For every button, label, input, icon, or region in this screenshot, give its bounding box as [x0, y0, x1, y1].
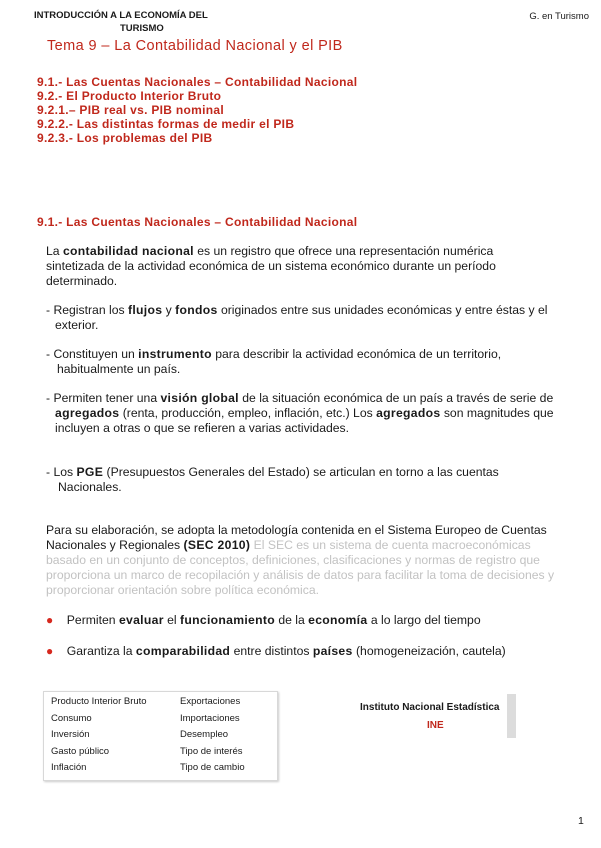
aggregate-item: Inversión: [51, 729, 90, 740]
aggregate-item: Tipo de cambio: [180, 762, 245, 773]
bullet-item-evaluar: ● Permiten evaluar el funcionamiento de la economía a lo largo del tiempo: [46, 613, 481, 627]
intro-paragraph: La contabilidad nacional es un registro que ofrece una representación numérica sintetizada de la actividad económica de un sistema económico durante un período determinado.: [46, 244, 496, 288]
page-title: Tema 9 – La Contabilidad Nacional y el PIB: [47, 38, 343, 54]
course-title-line2: TURISMO: [120, 23, 164, 34]
aggregate-item: Exportaciones: [180, 696, 241, 707]
ine-logo: [358, 697, 518, 742]
aggregate-item: Inflación: [51, 762, 87, 773]
page-number: 1: [578, 815, 584, 827]
aggregate-item: Gasto público: [51, 745, 110, 757]
course-title-line1: INTRODUCCIÓN A LA ECONOMÍA DEL: [34, 10, 208, 21]
section-heading: 9.1.- Las Cuentas Nacionales – Contabilidad Nacional: [37, 215, 358, 229]
sec-faded-text: El SEC es un sistema de cuenta macroeconómicas basado en un conjunto de conceptos, definiciones, clasificaciones y normas de registro que proporciona un marco de recopilación y análisis de datos para facilitar la toma de decisiones y proporcionar orientación sobre política económica.: [46, 538, 555, 597]
dash-item-flujos: - Registran los flujos y fondos originados entre sus unidades económicas y entre éstas y el exterior.: [46, 303, 548, 332]
dash-item-vision-global: - Permiten tener una visión global de la situación económica de un país a través de serie de agregados (renta, producción, empleo, inflación, etc.) Los agregados son magnitudes que incluyen a otras o que se refieren a varias actividades.: [46, 391, 554, 435]
toc-item: 9.2.1.– PIB real vs. PIB nominal: [37, 103, 225, 117]
toc-item: 9.2.- El Producto Interior Bruto: [37, 89, 222, 103]
bullet-item-comparabilidad: ● Garantiza la comparabilidad entre distintos países (homogeneización, cautela): [46, 644, 506, 658]
bullet-dot-icon: ●: [46, 613, 54, 627]
aggregates-left-column: [51, 694, 147, 777]
bullet-dot-icon: ●: [46, 644, 54, 658]
dash-item-pge: - Los PGE (Presupuestos Generales del Estado) se articulan en torno a las cuentas Nacionales.: [46, 465, 499, 494]
toc-item: 9.2.3.- Los problemas del PIB: [37, 131, 213, 145]
aggregate-item: Tipo de interés: [180, 745, 243, 757]
aggregate-item: Desempleo: [180, 729, 229, 740]
toc-item: 9.1.- Las Cuentas Nacionales – Contabilidad Nacional: [37, 75, 358, 89]
dash-item-instrumento: - Constituyen un instrumento para describir la actividad económica de un territorio, habitualmente un país.: [46, 347, 502, 376]
table-of-contents: [37, 75, 357, 145]
header-right: G. en Turismo: [529, 11, 589, 22]
aggregate-item: Consumo: [51, 712, 92, 724]
aggregates-right-column: [180, 694, 245, 777]
aggregate-item: Producto Interior Bruto: [51, 696, 147, 707]
ine-logo-bar: [507, 694, 516, 738]
header-left: [34, 9, 254, 35]
ine-abbr: INE: [427, 720, 444, 731]
toc-item: 9.2.2.- Las distintas formas de medir el PIB: [37, 117, 295, 131]
aggregate-item: Importaciones: [180, 712, 240, 724]
term-contabilidad-nacional: contabilidad nacional: [62, 244, 194, 258]
aggregates-box: [43, 691, 278, 781]
sec-paragraph: Para su elaboración, se adopta la metodología contenida en el Sistema Europeo de Cuentas Nacionales y Regionales (SEC 2010) El SEC es un sistema de cuenta macroeconómicas basado en un conjunto de conceptos, definiciones, clasificaciones y normas de registro que proporciona un marco de recopilación y análisis de datos para facilitar la toma de decisiones y proporcionar orientación sobre política económica.: [46, 523, 555, 597]
ine-name: Instituto Nacional Estadística: [360, 702, 500, 713]
sec-2010-term: (SEC 2010): [183, 538, 251, 552]
